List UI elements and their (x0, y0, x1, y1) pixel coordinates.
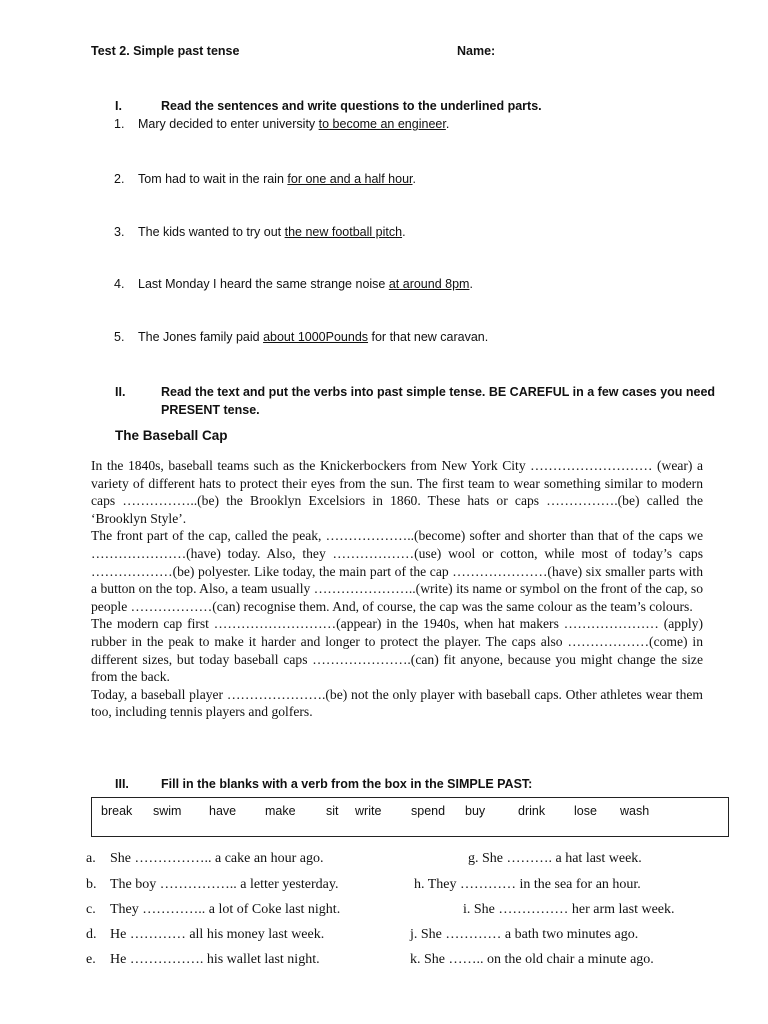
question-number: 4. (114, 277, 125, 291)
word: make (265, 804, 296, 818)
section-3-numeral: III. (115, 777, 129, 791)
underlined-part: about 1000Pounds (263, 330, 369, 344)
exercise-text: They ………….. a lot of Coke last night. (110, 902, 341, 917)
name-label: Name: (457, 44, 496, 58)
underlined-part: the new football pitch (284, 225, 403, 239)
exercise-letter: e. (86, 952, 96, 967)
underlined-part: at around 8pm (388, 277, 470, 291)
paragraph-4: Today, a baseball player ………………….(be) not the only player with baseball caps. Other athletes wear them too, including tennis players and golfers. (91, 686, 703, 720)
question-number: 5. (114, 330, 125, 344)
question-text-end: . (412, 172, 416, 186)
exercise-g: g. She ………. a hat last week. (468, 851, 642, 866)
question-number: 1. (114, 117, 125, 131)
exercise-i: i. She …………… her arm last week. (463, 902, 675, 917)
word: swim (153, 804, 182, 818)
question-5 (114, 330, 714, 346)
exercise-h: h. They ………… in the sea for an hour. (414, 877, 641, 892)
word: wash (620, 804, 650, 818)
exercise-letter: a. (86, 851, 96, 866)
baseball-cap-text (91, 457, 703, 721)
section-2-instruction-line-2: PRESENT tense. (161, 403, 260, 417)
word: sit (326, 804, 339, 818)
question-3 (114, 225, 714, 241)
paragraph-3: The modern cap first ………………………(appear) in the 1940s, when hat makers ………………… (apply) rubber in the peak to make it harder and longer to protect the player. The caps also ………………(come) in different sizes, but today baseball caps ………………….(can) fit anyone, because you might change the size from the back. (91, 616, 703, 685)
question-2 (114, 172, 714, 188)
section-2-instruction-line-1: Read the text and put the verbs into past simple tense. BE CAREFUL in a few cases you need (161, 385, 716, 399)
exercise-text: He ………… all his money last week. (110, 927, 325, 942)
question-text: Mary decided to enter university (138, 117, 319, 131)
verb-word-box (91, 797, 729, 837)
word: break (101, 804, 133, 818)
section-1-numeral: I. (115, 99, 122, 113)
word: spend (411, 804, 446, 818)
exercise-k: k. She …….. on the old chair a minute ago. (410, 952, 654, 967)
exercise-j: j. She ………… a bath two minutes ago. (410, 927, 639, 942)
question-4 (114, 277, 714, 293)
exercise-text: She …………….. a cake an hour ago. (110, 851, 324, 866)
word: drink (518, 804, 546, 818)
exercise-text: The boy …………….. a letter yesterday. (110, 877, 339, 892)
underlined-part: for one and a half hour (287, 172, 413, 186)
exercise-letter: b. (86, 877, 97, 892)
word: buy (465, 804, 486, 818)
text-title: The Baseball Cap (115, 428, 228, 443)
question-text: Tom had to wait in the rain (138, 172, 288, 186)
underlined-part: to become an engineer (318, 117, 446, 131)
question-1 (114, 117, 714, 133)
question-number: 3. (114, 225, 125, 239)
question-text-end: . (469, 277, 473, 291)
word: have (209, 804, 237, 818)
exercise-letter: d. (86, 927, 97, 942)
exercise-letter: c. (86, 902, 96, 917)
paragraph-2: The front part of the cap, called the peak, ………………..(become) softer and shorter than that of the caps we …………………(have) today. Also, they ………………(use) wool or cotton, while most of today’s caps ………………(be) polyester. Like today, the main part of the cap …………………(have) six smaller parts with a button on the top. Also, a team usually …………………..(write) its name or symbol on the front of the cap, so people ………………(can) recognise them. And, of course, the cap was the same colour as the team’s colours. (91, 528, 703, 614)
exercise-text: He ……………. his wallet last night. (110, 952, 320, 967)
question-text-end: for that new caravan. (368, 330, 489, 344)
paragraph-1: In the 1840s, baseball teams such as the Knickerbockers from New York City ……………………… (wear) a variety of different hats to protect their eyes from the sun. The first team to wear something similar to modern caps ……………..(be) the Brooklyn Excelsiors in 1860. These hats or caps …………….(be) called the ‘Brooklyn Style’. (91, 458, 703, 526)
question-text: The kids wanted to try out (138, 225, 285, 239)
question-text: The Jones family paid (138, 330, 264, 344)
section-3-instruction: Fill in the blanks with a verb from the box in the SIMPLE PAST: (161, 777, 533, 791)
question-text-end: . (445, 117, 450, 131)
word: write (355, 804, 382, 818)
section-2-numeral: II. (115, 385, 126, 399)
question-text-end: . (402, 225, 406, 239)
word: lose (574, 804, 597, 818)
question-number: 2. (114, 172, 125, 186)
test-title: Test 2. Simple past tense (91, 44, 240, 58)
question-text: Last Monday I heard the same strange noise (138, 277, 389, 291)
section-1-instruction: Read the sentences and write questions to the underlined parts. (161, 99, 542, 113)
